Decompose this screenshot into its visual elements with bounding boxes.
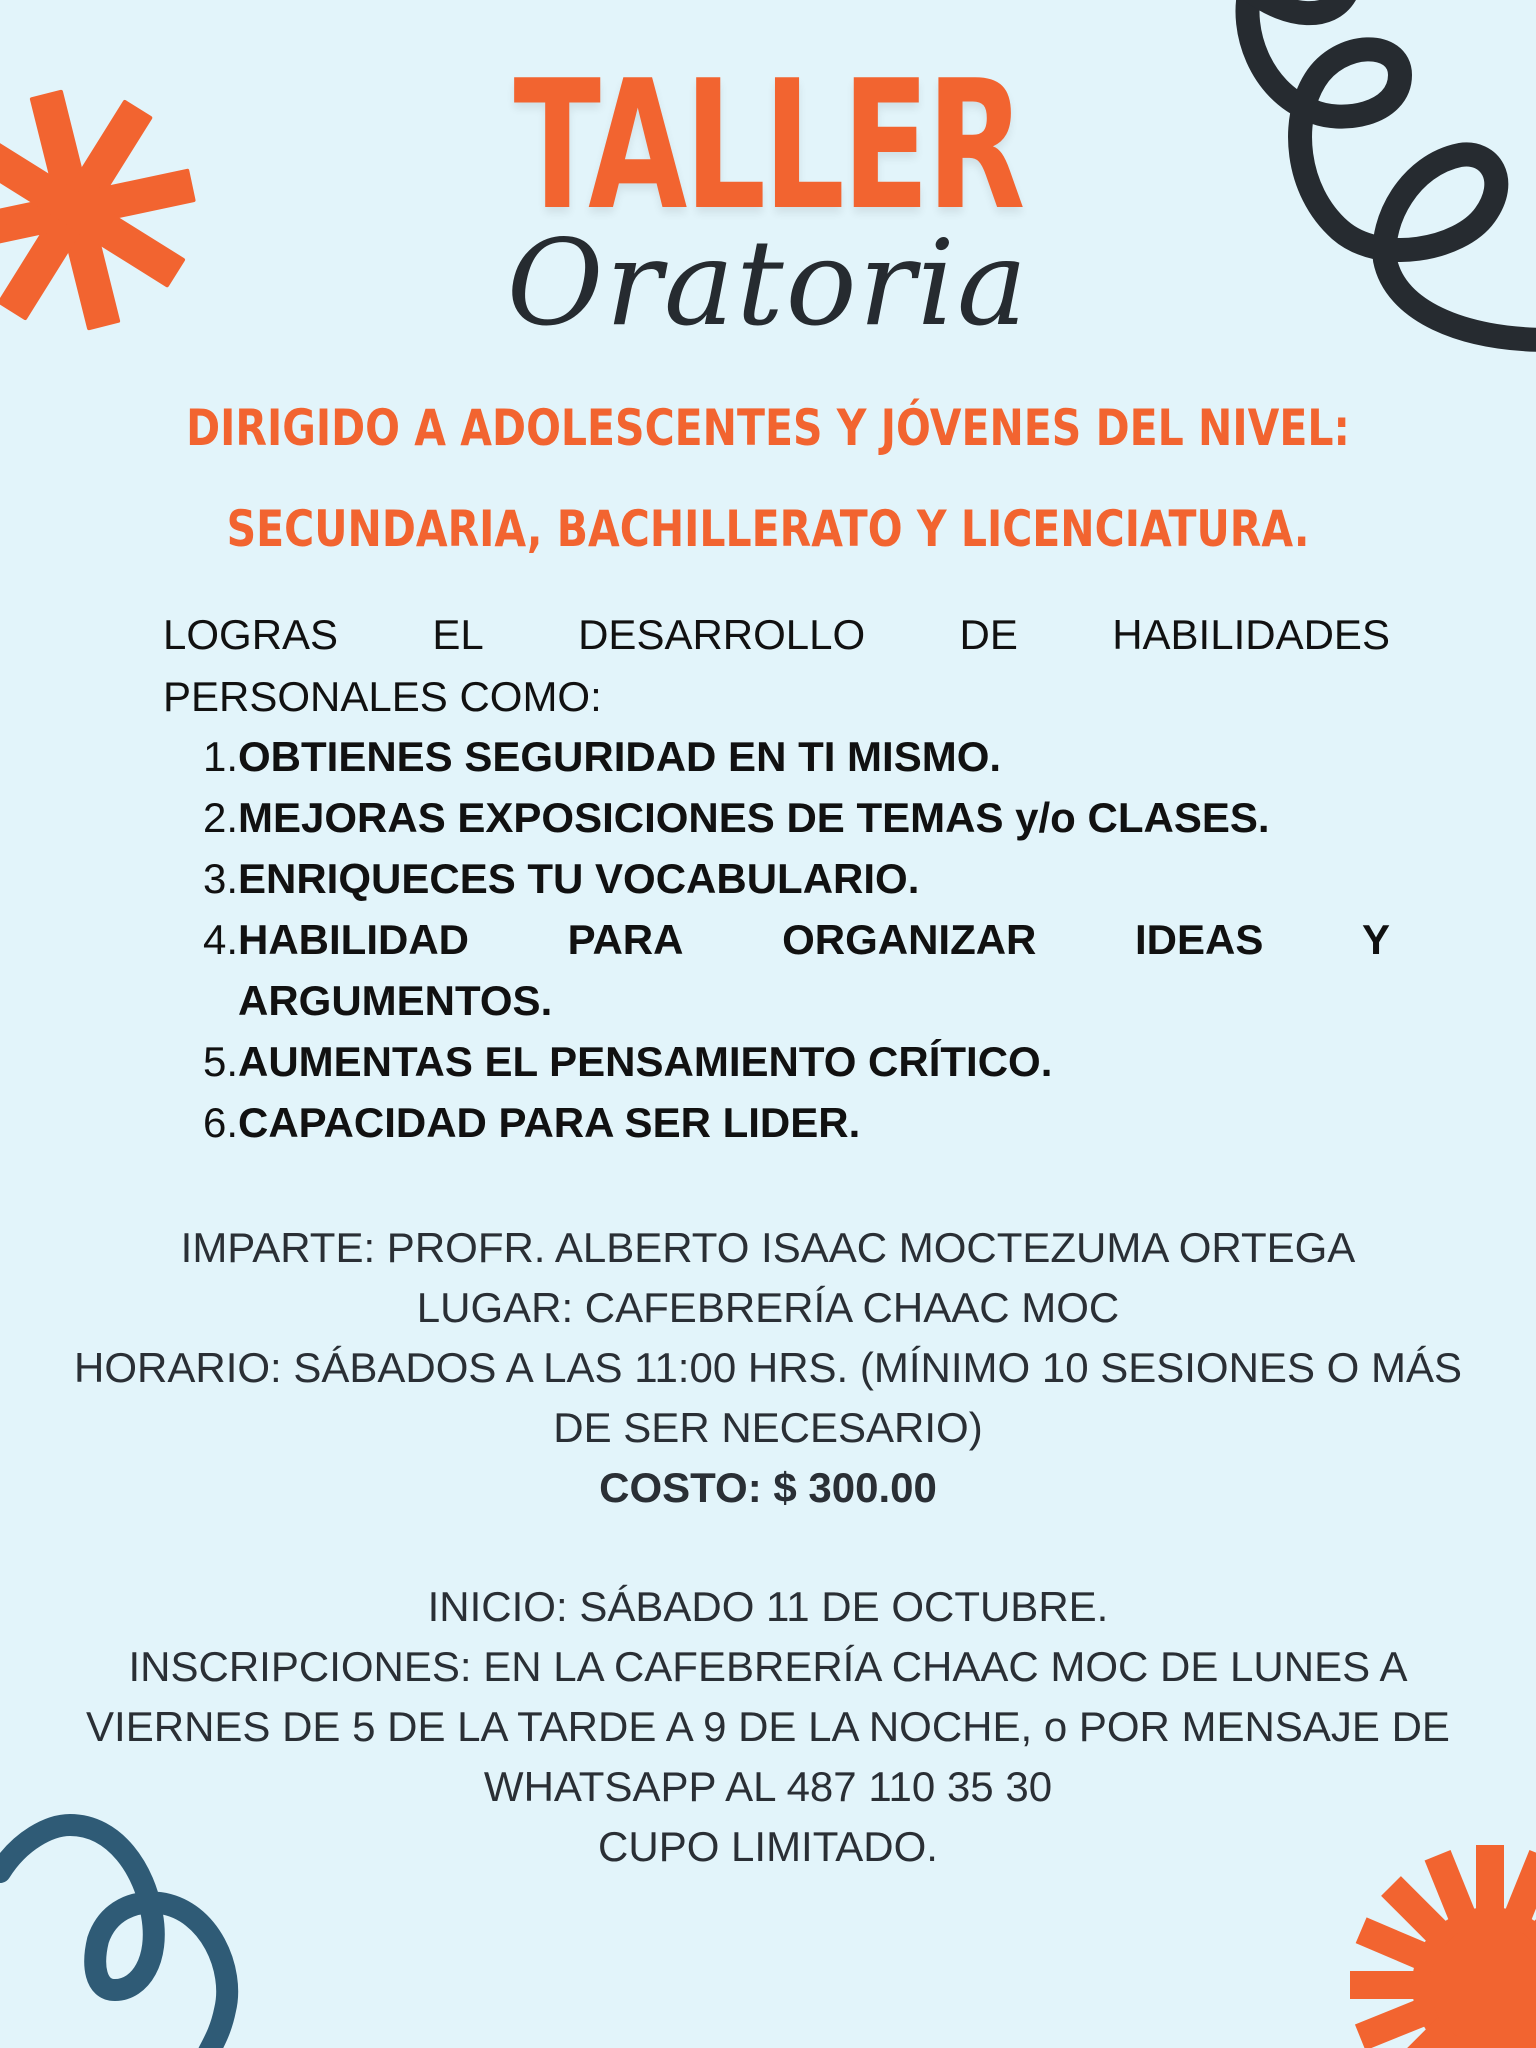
start-date: INICIO: SÁBADO 11 DE OCTUBRE. [427, 1583, 1109, 1630]
list-text: MEJORAS EXPOSICIONES DE TEMAS y/o CLASES. [238, 794, 1270, 841]
registration-details [0, 1577, 1536, 1877]
benefits-list [190, 726, 1390, 1153]
list-item [190, 726, 1390, 787]
audience-line-2: SECUNDARIA, BACHILLERATO Y LICENCIATURA. [226, 500, 1310, 558]
list-word: HABILIDAD [238, 916, 469, 963]
list-number: 4. [202, 916, 238, 963]
title-oratoria: Oratoria [506, 214, 1030, 352]
list-text: CAPACIDAD PARA SER LIDER. [238, 1099, 861, 1146]
intro-word: LOGRAS [163, 611, 339, 658]
list-text: AUMENTAS EL PENSAMIENTO CRÍTICO. [238, 1038, 1053, 1085]
place: LUGAR: CAFEBRERÍA CHAAC MOC [416, 1284, 1120, 1331]
intro-line-2: PERSONALES COMO: [163, 673, 602, 720]
list-number: 1. [202, 733, 238, 780]
list-text-line-2: ARGUMENTOS. [238, 977, 553, 1024]
registration-line-1: INSCRIPCIONES: EN LA CAFEBRERÍA CHAAC MOC DE LUNES A [128, 1643, 1408, 1690]
instructor: IMPARTE: PROFR. ALBERTO ISAAC MOCTEZUMA ORTEGA [180, 1224, 1356, 1271]
list-word: Y [1361, 916, 1390, 963]
audience-line-1: DIRIGIDO A ADOLESCENTES Y JÓVENES DEL NIVEL: [186, 399, 1350, 457]
list-number: 5. [202, 1038, 238, 1085]
list-item [190, 787, 1390, 848]
list-word: ORGANIZAR [782, 916, 1037, 963]
list-text: ENRIQUECES TU VOCABULARIO. [238, 855, 920, 902]
list-item [190, 1092, 1390, 1153]
list-word: PARA [567, 916, 684, 963]
intro-paragraph [163, 604, 1390, 728]
registration-line-2: VIERNES DE 5 DE LA TARDE A 9 DE LA NOCHE, o POR MENSAJE DE [86, 1703, 1450, 1750]
intro-word: EL [432, 611, 484, 658]
list-number: 6. [202, 1099, 238, 1146]
schedule-line-2: DE SER NECESARIO) [553, 1404, 983, 1451]
limited-spots: CUPO LIMITADO. [598, 1823, 938, 1870]
list-word: IDEAS [1134, 916, 1264, 963]
list-number: 3. [202, 855, 238, 902]
list-item [190, 909, 1390, 1031]
course-details [0, 1218, 1536, 1518]
list-text [238, 909, 1390, 1031]
intro-word: DESARROLLO [578, 611, 866, 658]
intro-word: DE [959, 611, 1018, 658]
title-taller: TALLER [513, 42, 1023, 249]
list-item [190, 848, 1390, 909]
schedule-line-1: HORARIO: SÁBADOS A LAS 11:00 HRS. (MÍNIMO 10 SESIONES O MÁS [74, 1344, 1462, 1391]
intro-line-1 [163, 604, 1390, 666]
list-number: 2. [202, 794, 238, 841]
whatsapp-contact: WHATSAPP AL 487 110 35 30 [483, 1763, 1053, 1810]
list-item [190, 1031, 1390, 1092]
intro-word: HABILIDADES [1112, 611, 1390, 658]
list-text-line-1 [238, 909, 1390, 970]
cost: COSTO: $ 300.00 [599, 1464, 937, 1511]
list-text: OBTIENES SEGURIDAD EN TI MISMO. [238, 733, 1002, 780]
